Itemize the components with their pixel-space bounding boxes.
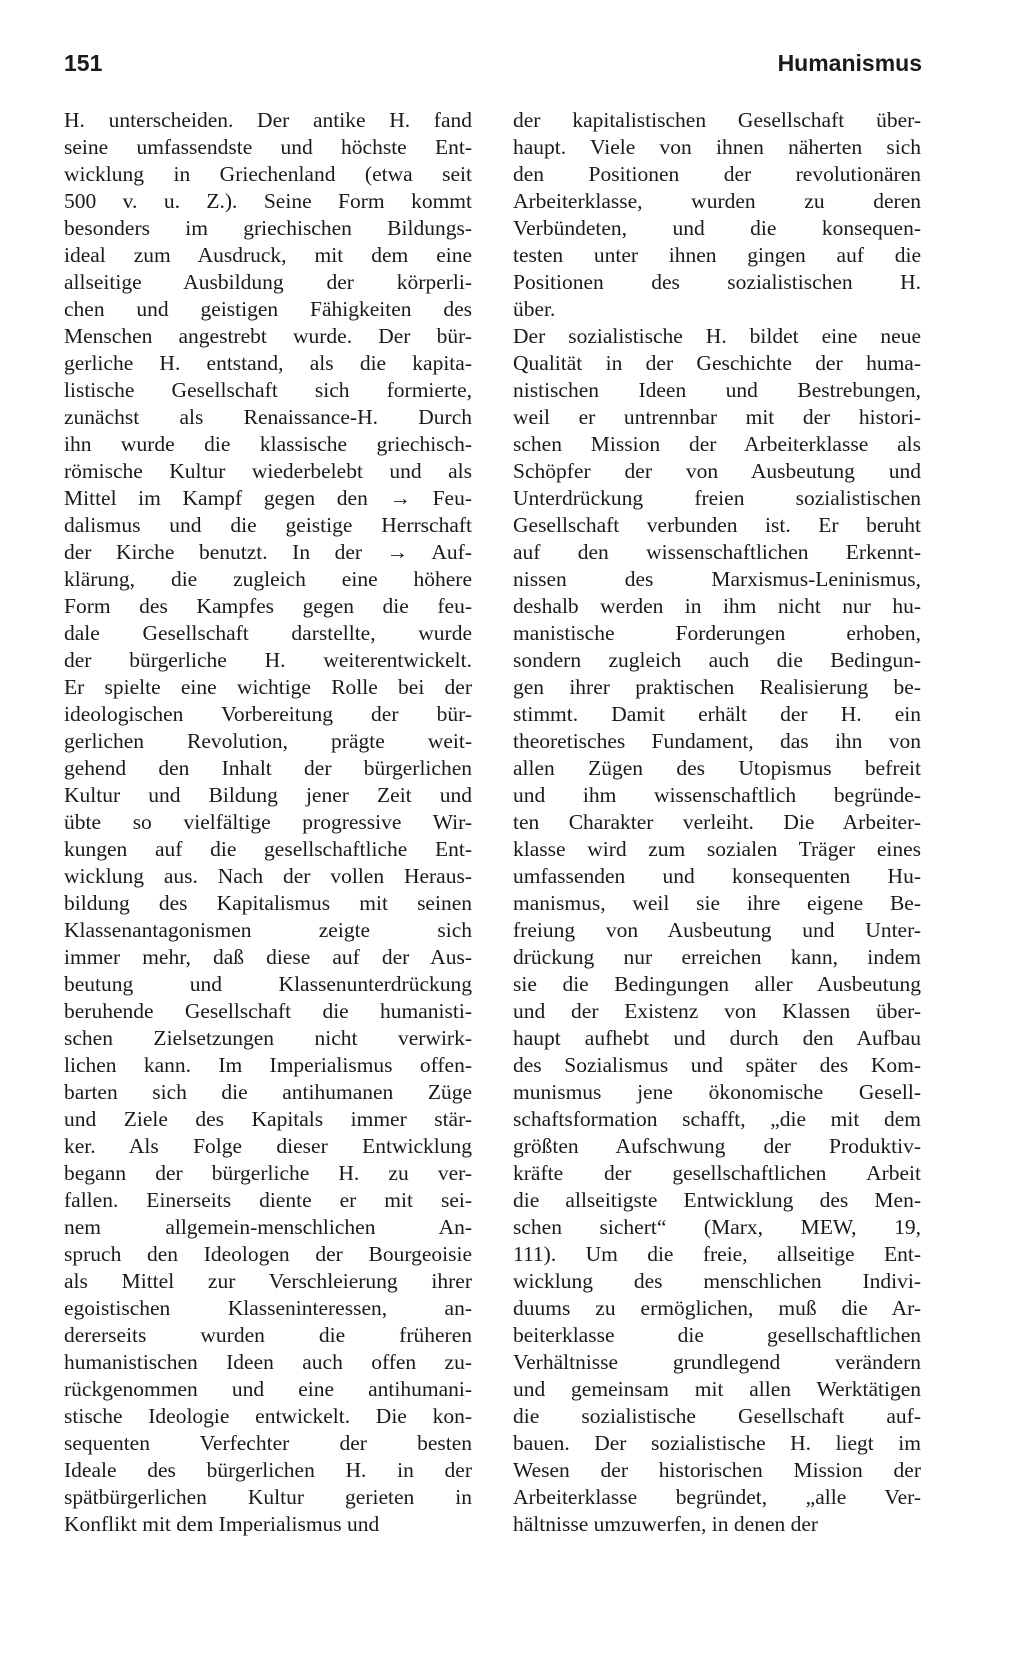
text-line: die sozialistische Gesellschaft auf- <box>513 1404 921 1428</box>
text-line: besonders im griechischen Bildungs- <box>64 216 472 240</box>
text-line: humanistischen Ideen auch offen zu- <box>64 1350 472 1374</box>
text-line: gerliche H. entstand, als die kapita- <box>64 351 472 375</box>
text-line: manistische Forderungen erhoben, <box>513 621 921 645</box>
page-header <box>64 50 922 90</box>
text-line: der Kirche benutzt. In der → Auf- <box>64 540 472 564</box>
text-line: Qualität in der Geschichte der huma- <box>513 351 921 375</box>
text-line: Konflikt mit dem Imperialismus und <box>64 1512 380 1536</box>
left-text-column <box>64 107 472 1538</box>
text-line: beruhende Gesellschaft die humanisti- <box>64 999 472 1023</box>
text-line: sequenten Verfechter der besten <box>64 1431 472 1455</box>
text-line: weil er untrennbar mit der histori- <box>513 405 921 429</box>
text-line: der bürgerliche H. weiterentwickelt. <box>64 648 472 672</box>
text-line: Unterdrückung freien sozialistischen <box>513 486 921 510</box>
text-line: auf den wissenschaftlichen Erkennt- <box>513 540 921 564</box>
text-line: der kapitalistischen Gesellschaft über- <box>513 108 921 132</box>
text-line: haupt. Viele von ihnen näherten sich <box>513 135 921 159</box>
text-line: chen und geistigen Fähigkeiten des <box>64 297 472 321</box>
text-line: Er spielte eine wichtige Rolle bei der <box>64 675 472 699</box>
text-line: dalismus und die geistige Herrschaft <box>64 513 472 537</box>
text-line: deshalb werden in ihm nicht nur hu- <box>513 594 921 618</box>
text-line: Verbündeten, und die konsequen- <box>513 216 921 240</box>
text-line: Arbeiterklasse, wurden zu deren <box>513 189 921 213</box>
text-line: gerlichen Revolution, prägte weit- <box>64 729 472 753</box>
text-line: haupt aufhebt und durch den Aufbau <box>513 1026 921 1050</box>
text-line: seine umfassendste und höchste Ent- <box>64 135 472 159</box>
text-line: beutung und Klassenunterdrückung <box>64 972 472 996</box>
text-line: allen Zügen des Utopismus befreit <box>513 756 921 780</box>
text-line: ker. Als Folge dieser Entwicklung <box>64 1134 472 1158</box>
text-line: munismus jene ökonomische Gesell- <box>513 1080 921 1104</box>
right-text-column <box>513 107 921 1538</box>
text-line: rückgenommen und eine antihumani- <box>64 1377 472 1401</box>
text-line: freiung von Ausbeutung und Unter- <box>513 918 921 942</box>
text-line: die allseitigste Entwicklung des Men- <box>513 1188 921 1212</box>
running-head: Humanismus <box>777 50 922 76</box>
text-line: bauen. Der sozialistische H. liegt im <box>513 1431 921 1455</box>
text-line: größten Aufschwung der Produktiv- <box>513 1134 921 1158</box>
text-line: des Sozialismus und später des Kom- <box>513 1053 921 1077</box>
text-line: manismus, weil sie ihre eigene Be- <box>513 891 921 915</box>
text-line: Verhältnisse grundlegend verändern <box>513 1350 921 1374</box>
text-line: Schöpfer der von Ausbeutung und <box>513 459 921 483</box>
text-line: immer mehr, daß diese auf der Aus- <box>64 945 472 969</box>
text-line: sondern zugleich auch die Bedingun- <box>513 648 921 672</box>
text-line: nissen des Marxismus-Leninismus, <box>513 567 921 591</box>
text-line: zunächst als Renaissance-H. Durch <box>64 405 472 429</box>
text-line: schen Mission der Arbeiterklasse als <box>513 432 921 456</box>
text-line: und der Existenz von Klassen über- <box>513 999 921 1023</box>
text-line: ihn wurde die klassische griechisch- <box>64 432 472 456</box>
text-line: theoretisches Fundament, das ihn von <box>513 729 921 753</box>
text-line: lichen kann. Im Imperialismus offen- <box>64 1053 472 1077</box>
text-line: gehend den Inhalt der bürgerlichen <box>64 756 472 780</box>
text-line: duums zu ermöglichen, muß die Ar- <box>513 1296 921 1320</box>
text-line: testen unter ihnen gingen auf die <box>513 243 921 267</box>
text-line: kungen auf die gesellschaftliche Ent- <box>64 837 472 861</box>
text-line: und gemeinsam mit allen Werktätigen <box>513 1377 921 1401</box>
text-line: und ihm wissenschaftlich begründe- <box>513 783 921 807</box>
text-line: beiterklasse die gesellschaftlichen <box>513 1323 921 1347</box>
text-line: Klassenantagonismen zeigte sich <box>64 918 472 942</box>
text-line: übte so vielfältige progressive Wir- <box>64 810 472 834</box>
text-line: dererseits wurden die früheren <box>64 1323 472 1347</box>
text-line: nem allgemein-menschlichen An- <box>64 1215 472 1239</box>
text-line: über. <box>513 297 556 321</box>
text-line: umfassenden und konsequenten Hu- <box>513 864 921 888</box>
text-line: stische Ideologie entwickelt. Die kon- <box>64 1404 472 1428</box>
text-line: Der sozialistische H. bildet eine neue <box>513 324 921 348</box>
text-line: wicklung des menschlichen Indivi- <box>513 1269 921 1293</box>
text-line: ideal zum Ausdruck, mit dem eine <box>64 243 472 267</box>
text-line: egoistischen Klasseninteressen, an- <box>64 1296 472 1320</box>
text-line: wicklung aus. Nach der vollen Heraus- <box>64 864 472 888</box>
text-line: spruch den Ideologen der Bourgeoisie <box>64 1242 472 1266</box>
text-line: H. unterscheiden. Der antike H. fand <box>64 108 472 132</box>
text-line: nistischen Ideen und Bestrebungen, <box>513 378 921 402</box>
text-line: bildung des Kapitalismus mit seinen <box>64 891 472 915</box>
text-line: Ideale des bürgerlichen H. in der <box>64 1458 472 1482</box>
text-line: drückung nur erreichen kann, indem <box>513 945 921 969</box>
text-line: 500 v. u. Z.). Seine Form kommt <box>64 189 472 213</box>
text-line: 111). Um die freie, allseitige Ent- <box>513 1242 921 1266</box>
text-line: dale Gesellschaft darstellte, wurde <box>64 621 472 645</box>
text-line: Arbeiterklasse begründet, „alle Ver- <box>513 1485 921 1509</box>
text-line: Positionen des sozialistischen H. <box>513 270 921 294</box>
text-line: sie die Bedingungen aller Ausbeutung <box>513 972 921 996</box>
text-line: gen ihrer praktischen Realisierung be- <box>513 675 921 699</box>
page-number: 151 <box>64 50 103 76</box>
text-line: Form des Kampfes gegen die feu- <box>64 594 472 618</box>
text-line: fallen. Einerseits diente er mit sei- <box>64 1188 472 1212</box>
text-line: Menschen angestrebt wurde. Der bür- <box>64 324 472 348</box>
text-line: allseitige Ausbildung der körperli- <box>64 270 472 294</box>
text-line: stimmt. Damit erhält der H. ein <box>513 702 921 726</box>
text-line: ideologischen Vorbereitung der bür- <box>64 702 472 726</box>
text-line: schen Zielsetzungen nicht verwirk- <box>64 1026 472 1050</box>
text-line: begann der bürgerliche H. zu ver- <box>64 1161 472 1185</box>
text-line: hältnisse umzuwerfen, in denen der <box>513 1512 819 1536</box>
text-line: klärung, die zugleich eine höhere <box>64 567 472 591</box>
text-line: den Positionen der revolutionären <box>513 162 921 186</box>
text-line: als Mittel zur Verschleierung ihrer <box>64 1269 472 1293</box>
text-line: wicklung in Griechenland (etwa seit <box>64 162 472 186</box>
text-line: Gesellschaft verbunden ist. Er beruht <box>513 513 921 537</box>
text-line: und Ziele des Kapitals immer stär- <box>64 1107 472 1131</box>
text-line: barten sich die antihumanen Züge <box>64 1080 472 1104</box>
text-line: Mittel im Kampf gegen den → Feu- <box>64 486 472 510</box>
text-line: ten Charakter verleiht. Die Arbeiter- <box>513 810 921 834</box>
text-line: klasse wird zum sozialen Träger eines <box>513 837 921 861</box>
text-line: Wesen der historischen Mission der <box>513 1458 921 1482</box>
text-line: Kultur und Bildung jener Zeit und <box>64 783 472 807</box>
text-line: spätbürgerlichen Kultur gerieten in <box>64 1485 472 1509</box>
text-line: listische Gesellschaft sich formierte, <box>64 378 472 402</box>
text-line: schaftsformation schafft, „die mit dem <box>513 1107 921 1131</box>
text-line: kräfte der gesellschaftlichen Arbeit <box>513 1161 921 1185</box>
text-line: schen sichert“ (Marx, MEW, 19, <box>513 1215 921 1239</box>
text-line: römische Kultur wiederbelebt und als <box>64 459 472 483</box>
